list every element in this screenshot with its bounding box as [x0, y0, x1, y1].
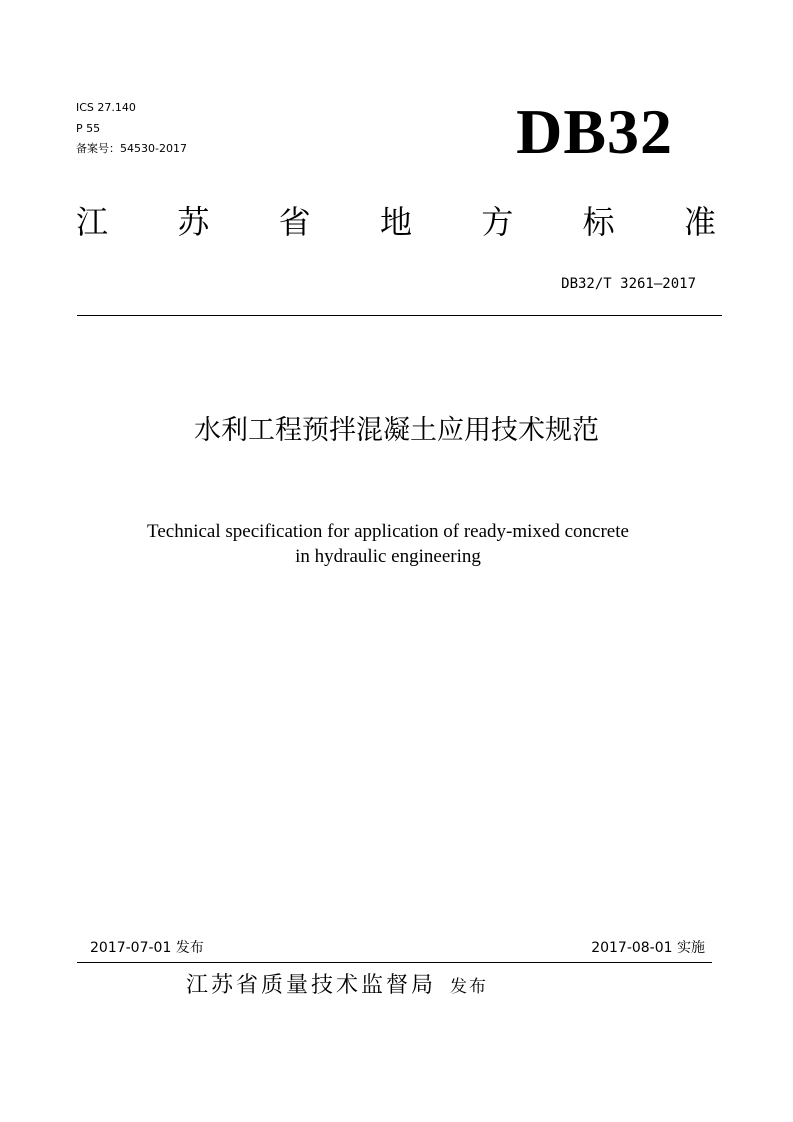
- english-title: [0, 519, 776, 569]
- standard-type-char: 标: [582, 203, 615, 241]
- issue-date: 2017-07-01 发布: [90, 940, 204, 956]
- standard-type-char: 省: [278, 203, 311, 241]
- publisher-line: [186, 970, 488, 1003]
- ics-code: ICS 27.140: [76, 101, 136, 114]
- standard-type-char: 地: [379, 203, 412, 241]
- standard-code: DB32/T 3261—2017: [561, 276, 696, 292]
- publisher-verb: 发布: [450, 977, 489, 997]
- implementation-date: 2017-08-01 实施: [591, 940, 705, 956]
- top-divider: [77, 315, 722, 316]
- record-number: 备案号：54530-2017: [76, 142, 187, 155]
- standard-type-char: 方: [481, 203, 514, 241]
- classification-block: [76, 98, 187, 160]
- standard-type-title: [76, 200, 716, 244]
- category-code: P 55: [76, 121, 101, 135]
- standard-type-char: 准: [683, 203, 716, 241]
- english-title-line-1: Technical specification for application of ready-mixed concrete: [147, 521, 629, 542]
- chinese-title: 水利工程预拌混凝土应用技术规范: [194, 415, 599, 446]
- standard-type-char: 苏: [177, 203, 210, 241]
- english-title-line-2: in hydraulic engineering: [295, 546, 481, 567]
- standard-type-char: 江: [76, 203, 109, 241]
- bottom-divider: [77, 962, 712, 963]
- db32-logo: DB32: [516, 96, 673, 167]
- publisher-organization: 江苏省质量技术监督局: [186, 973, 437, 998]
